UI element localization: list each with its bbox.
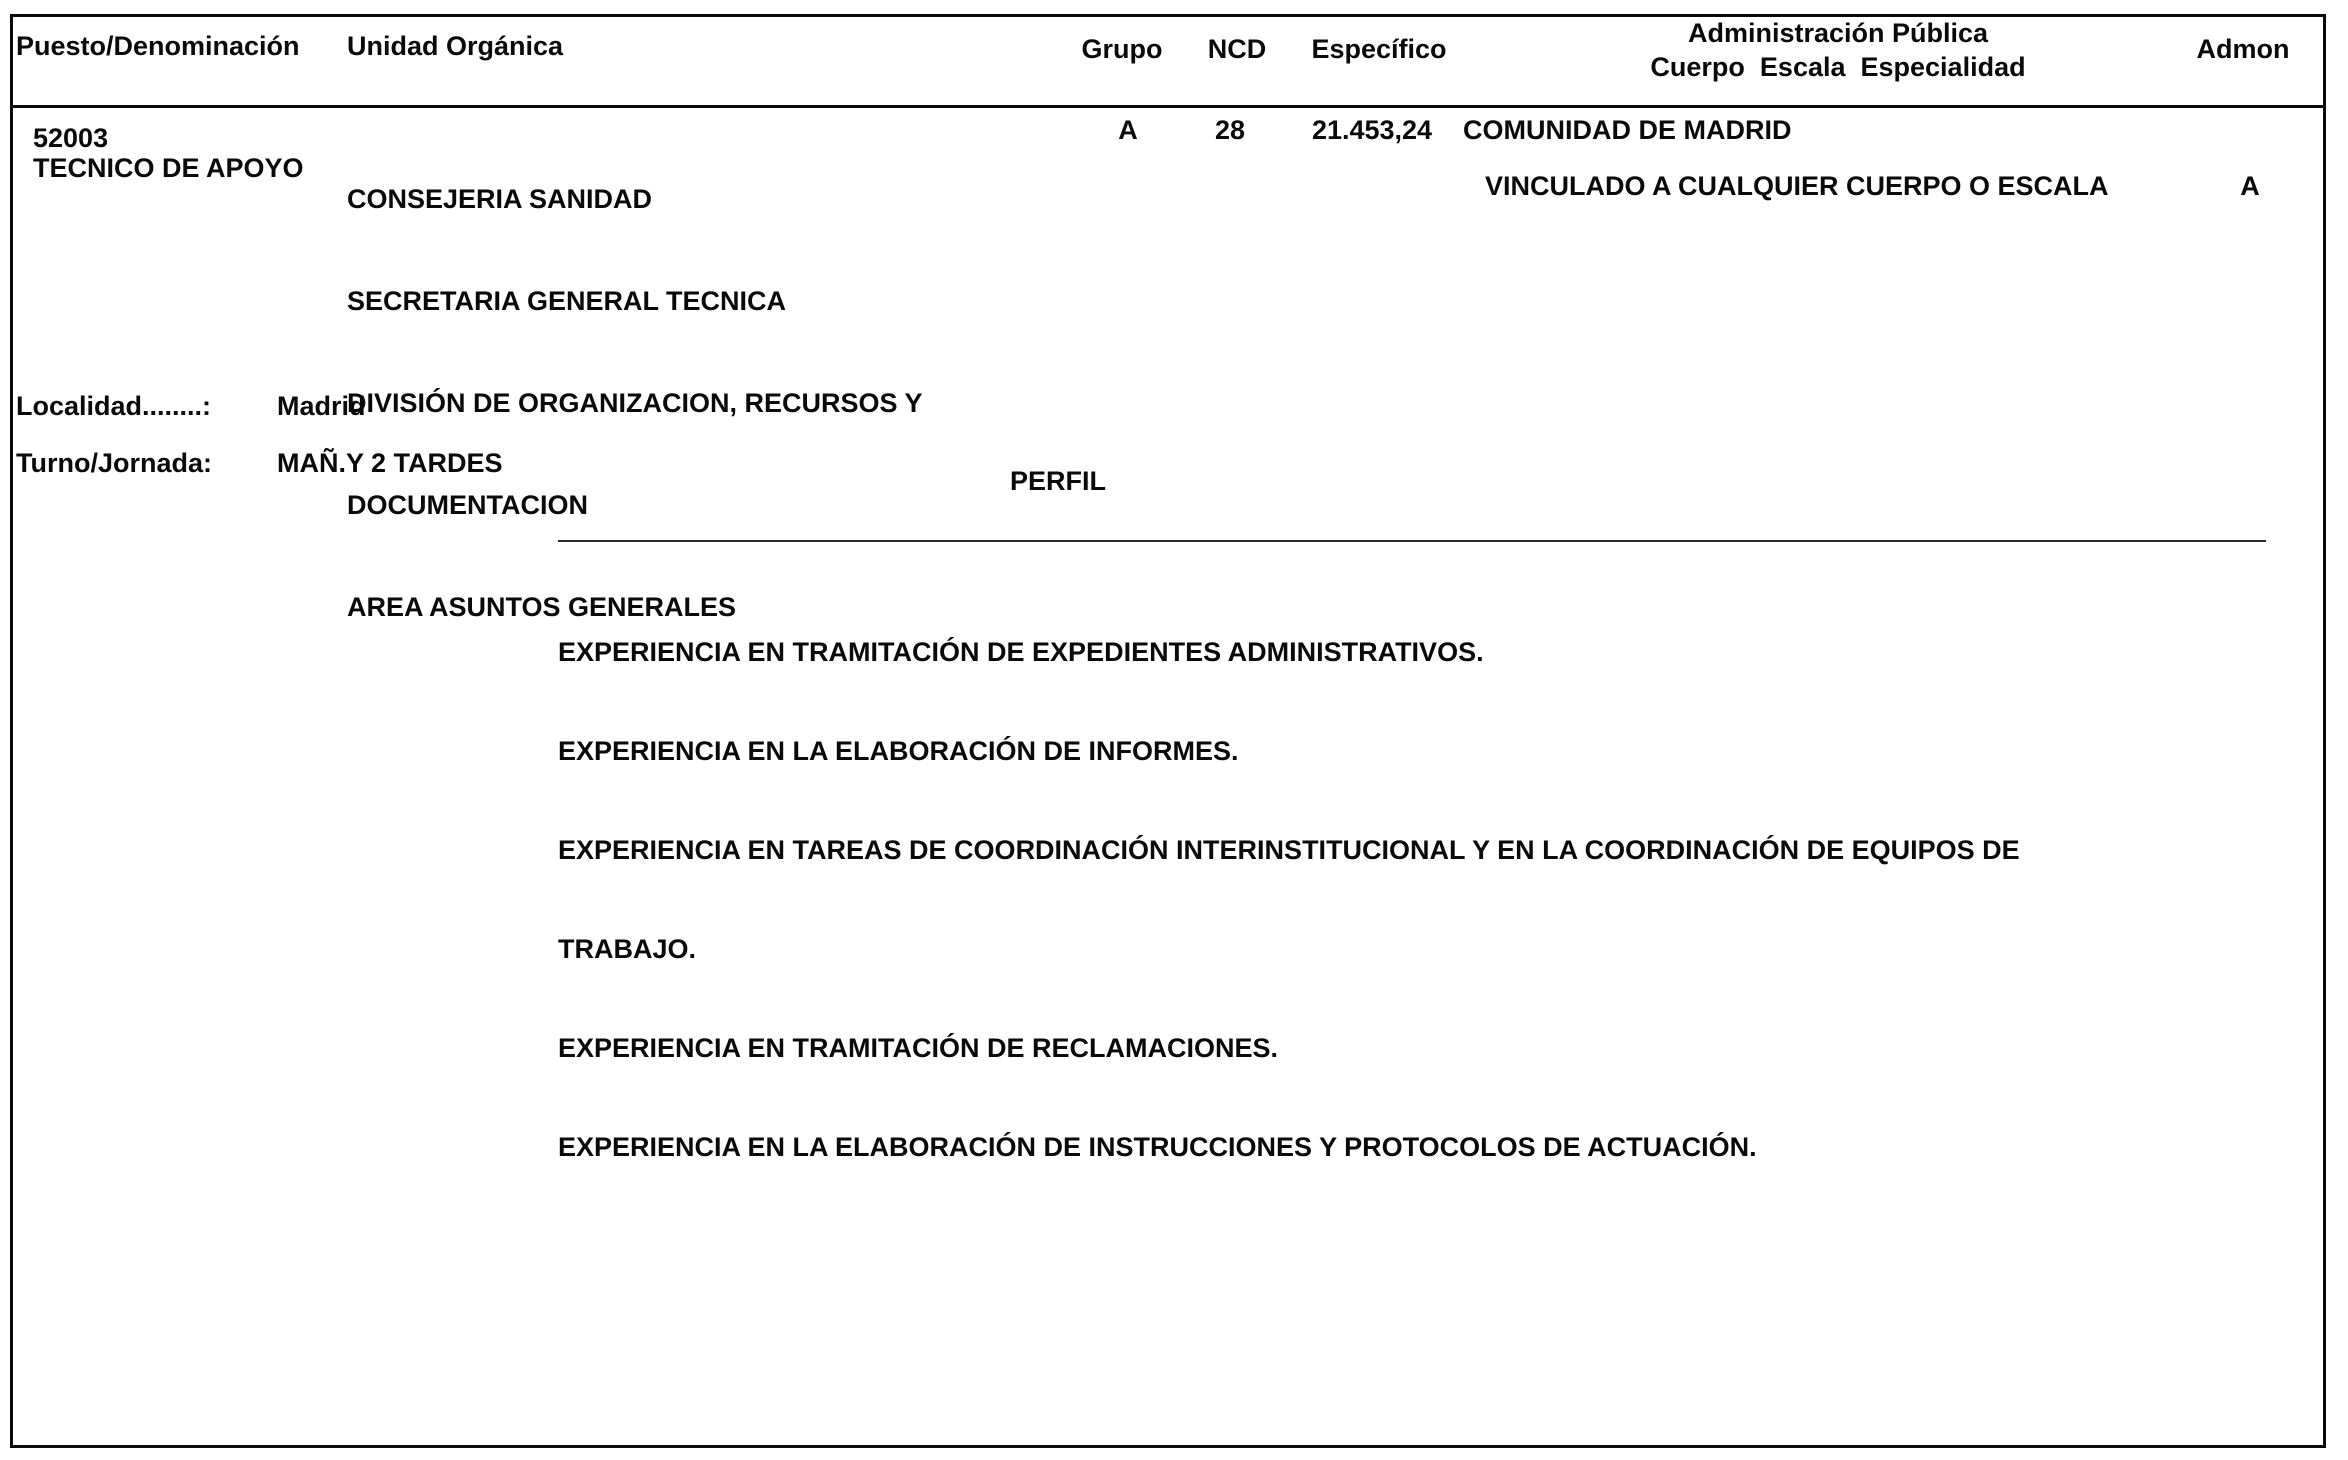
cuerpo-escala-value: VINCULADO A CUALQUIER CUERPO O ESCALA [1485,171,2109,201]
column-header-admon: Admon [2196,34,2290,64]
perfil-title: PERFIL [1009,466,1107,496]
column-header-grupo: Grupo [1081,34,1163,64]
turno-jornada-label: Turno/Jornada: [16,448,213,478]
column-header-puesto-denominacion: Puesto/Denominación [16,31,300,61]
perfil-line: EXPERIENCIA EN TAREAS DE COORDINACIÓN INTERINSTITUCIONAL Y EN LA COORDINACIÓN DE EQUIPOS DE [558,835,2020,865]
column-header-administracion-publica: Administración Pública [1687,18,1989,48]
position-denomination: TECNICO DE APOYO [33,153,304,183]
perfil-requirements-block [558,570,2020,1230]
column-header-ncd: NCD [1207,34,1267,64]
perfil-line: EXPERIENCIA EN TRAMITACIÓN DE EXPEDIENTES ADMINISTRATIVOS. [558,637,1484,667]
unidad-organica-line: DIVISIÓN DE ORGANIZACION, RECURSOS Y [347,388,923,418]
especifico-value: 21.453,24 [1311,115,1433,145]
header-separator-line [12,105,2324,108]
administracion-publica-value: COMUNIDAD DE MADRID [1463,115,1792,145]
perfil-line: EXPERIENCIA EN LA ELABORACIÓN DE INFORMES. [558,736,1239,766]
perfil-line: EXPERIENCIA EN LA ELABORACIÓN DE INSTRUCCIONES Y PROTOCOLOS DE ACTUACIÓN. [558,1132,1757,1162]
ncd-value: 28 [1214,115,1246,145]
turno-jornada-value: MAÑ.Y 2 TARDES [277,448,503,478]
column-header-especifico: Específico [1311,34,1447,64]
unidad-organica-line: CONSEJERIA SANIDAD [347,184,653,214]
unidad-organica-line: AREA ASUNTOS GENERALES [347,592,737,622]
localidad-value: Madrid [277,391,366,421]
position-code: 52003 [33,123,109,153]
perfil-divider [558,540,2266,542]
grupo-value: A [1118,115,1138,145]
unidad-organica-line: SECRETARIA GENERAL TECNICA [347,286,787,316]
column-header-unidad-organica: Unidad Orgánica [347,31,564,61]
column-header-cuerpo-escala-especialidad: Cuerpo Escala Especialidad [1650,52,2026,82]
unidad-organica-line: DOCUMENTACION [347,490,588,520]
admon-value: A [2240,171,2260,201]
perfil-line: TRABAJO. [558,934,697,964]
localidad-label: Localidad........: [16,391,212,421]
perfil-line: EXPERIENCIA EN TRAMITACIÓN DE RECLAMACIONES. [558,1033,1279,1063]
